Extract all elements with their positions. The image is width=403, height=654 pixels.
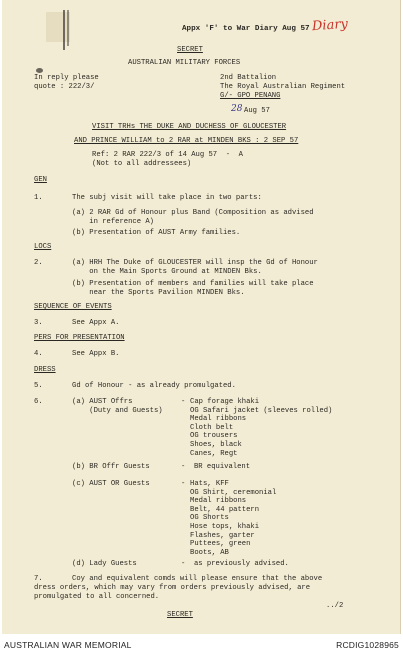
para-7-number: 7. <box>34 575 43 583</box>
ref-line-1: Ref: 2 RAR 222/3 of 14 Aug 57 - A <box>92 151 243 159</box>
heading-gen: GEN <box>34 176 47 184</box>
aust-offrs-dress-item: Shoes, black <box>190 441 242 449</box>
footer-record-id: RCDIG1028965 <box>336 640 399 650</box>
heading-dress: DRESS <box>34 366 56 374</box>
handwritten-diary-note: Diary <box>311 16 349 35</box>
ref-line-2: (Not to all addressees) <box>92 160 192 168</box>
heading-sequence-of-events: SEQUENCE OF EVENTS <box>34 303 112 311</box>
footer-institution: AUSTRALIAN WAR MEMORIAL <box>4 640 132 650</box>
para-3-text: See Appx A. <box>72 319 120 327</box>
para-6c-dash: - <box>181 480 186 488</box>
aust-or-dress-item: Hats, KFF <box>190 480 229 488</box>
para-2b-line-2: near the Sports Pavilion MINDEN Bks. <box>72 289 245 297</box>
staple-marks <box>46 10 86 50</box>
aust-offrs-dress-item: Medal ribbons <box>190 415 247 424</box>
para-6b-label: (b) BR Offr Guests <box>72 463 150 471</box>
para-7-line-1: Coy and equivalent comds will please ensure that the above <box>72 575 323 583</box>
para-1-text: The subj visit will take place in two parts: <box>72 194 262 202</box>
para-6d-value: - as previously advised. <box>181 560 289 568</box>
aust-or-dress-item: OG Shorts <box>190 514 229 523</box>
aust-offrs-dress-item: OG Safari jacket (sleeves rolled) <box>190 406 333 415</box>
para-1b: (b) Presentation of AUST Army families. <box>72 229 241 237</box>
aust-offrs-dress-item: Cap forage khaki <box>190 398 260 406</box>
heading-pers-for-presentation: PERS FOR PRESENTATION <box>34 334 125 342</box>
classification-bottom: SECRET <box>167 611 193 619</box>
para-7-line-3: promulgated to all concerned. <box>34 593 160 601</box>
appx-header: Appx 'F' to War Diary Aug 57 <box>182 25 310 33</box>
para-2b-line-1: (b) Presentation of members and families will take place <box>72 280 314 288</box>
org-name: AUSTRALIAN MILITARY FORCES <box>128 59 241 67</box>
para-5-number: 5. <box>34 382 43 390</box>
archive-footer <box>0 636 403 654</box>
document-page <box>2 0 401 634</box>
para-6a-dash: - <box>181 398 186 406</box>
para-4-number: 4. <box>34 350 43 358</box>
para-6d-label: (d) Lady Guests <box>72 560 137 568</box>
para-1-number: 1. <box>34 194 43 202</box>
para-3-number: 3. <box>34 319 43 327</box>
para-6a-label-1: (a) AUST Offrs <box>72 398 133 406</box>
unit-line-3: G/- GPO PENANG <box>220 92 281 100</box>
aust-offrs-dress-item: OG trousers <box>190 432 238 441</box>
para-2a-line-2: on the Main Sports Ground at MINDEN Bks. <box>72 268 262 276</box>
date-text: Aug 57 <box>244 107 270 115</box>
title-line-1: VISIT TRHs THE DUKE AND DUCHESS OF GLOUCESTER <box>92 123 287 131</box>
reply-line-1: In reply please <box>34 74 99 82</box>
para-1a-line-1: (a) 2 RAR Gd of Honour plus Band (Composition as advised <box>72 209 314 217</box>
heading-locs: LOCS <box>34 243 52 251</box>
page-continuation: ../2 <box>326 602 344 610</box>
date-handwritten-day: 28 <box>231 104 243 114</box>
aust-or-dress-item: OG Shirt, ceremonial <box>190 488 277 497</box>
aust-or-dress-item: Puttees, green <box>190 540 251 549</box>
para-6b-value: - BR equivalent <box>181 463 251 471</box>
para-5-text: Gd of Honour - as already promulgated. <box>72 382 236 390</box>
aust-or-dress-item: Belt, 44 pattern <box>190 505 260 514</box>
para-6-number: 6. <box>34 398 43 406</box>
para-6a-label-2: (Duty and Guests) <box>72 407 163 415</box>
title-line-2: AND PRINCE WILLIAM to 2 RAR at MINDEN BKS : 2 SEP 57 <box>74 137 299 145</box>
para-1a-line-2: in reference A) <box>72 218 154 226</box>
aust-or-dress-item: Flashes, garter <box>190 531 255 540</box>
punch-hole-mark <box>36 68 43 73</box>
aust-offrs-dress-item: Canes, Regt <box>190 449 238 458</box>
reply-line-2: quote : 222/3/ <box>34 83 95 91</box>
para-2-number: 2. <box>34 259 43 267</box>
aust-or-dress-item: Medal ribbons <box>190 497 247 506</box>
aust-or-dress-item: Boots, AB <box>190 548 229 557</box>
unit-line-2: The Royal Australian Regiment <box>220 83 346 91</box>
para-6c-label: (c) AUST OR Guests <box>72 480 150 488</box>
aust-offrs-dress-item: Cloth belt <box>190 423 234 432</box>
unit-line-1: 2nd Battalion <box>220 74 277 82</box>
para-2a-line-1: (a) HRH The Duke of GLOUCESTER will insp the Gd of Honour <box>72 259 318 267</box>
para-4-text: See Appx B. <box>72 350 120 358</box>
classification-top: SECRET <box>177 46 203 54</box>
aust-or-dress-item: Hose tops, khaki <box>190 523 260 531</box>
para-7-line-2: dress orders, which may vary from orders previously advised, are <box>34 584 311 592</box>
